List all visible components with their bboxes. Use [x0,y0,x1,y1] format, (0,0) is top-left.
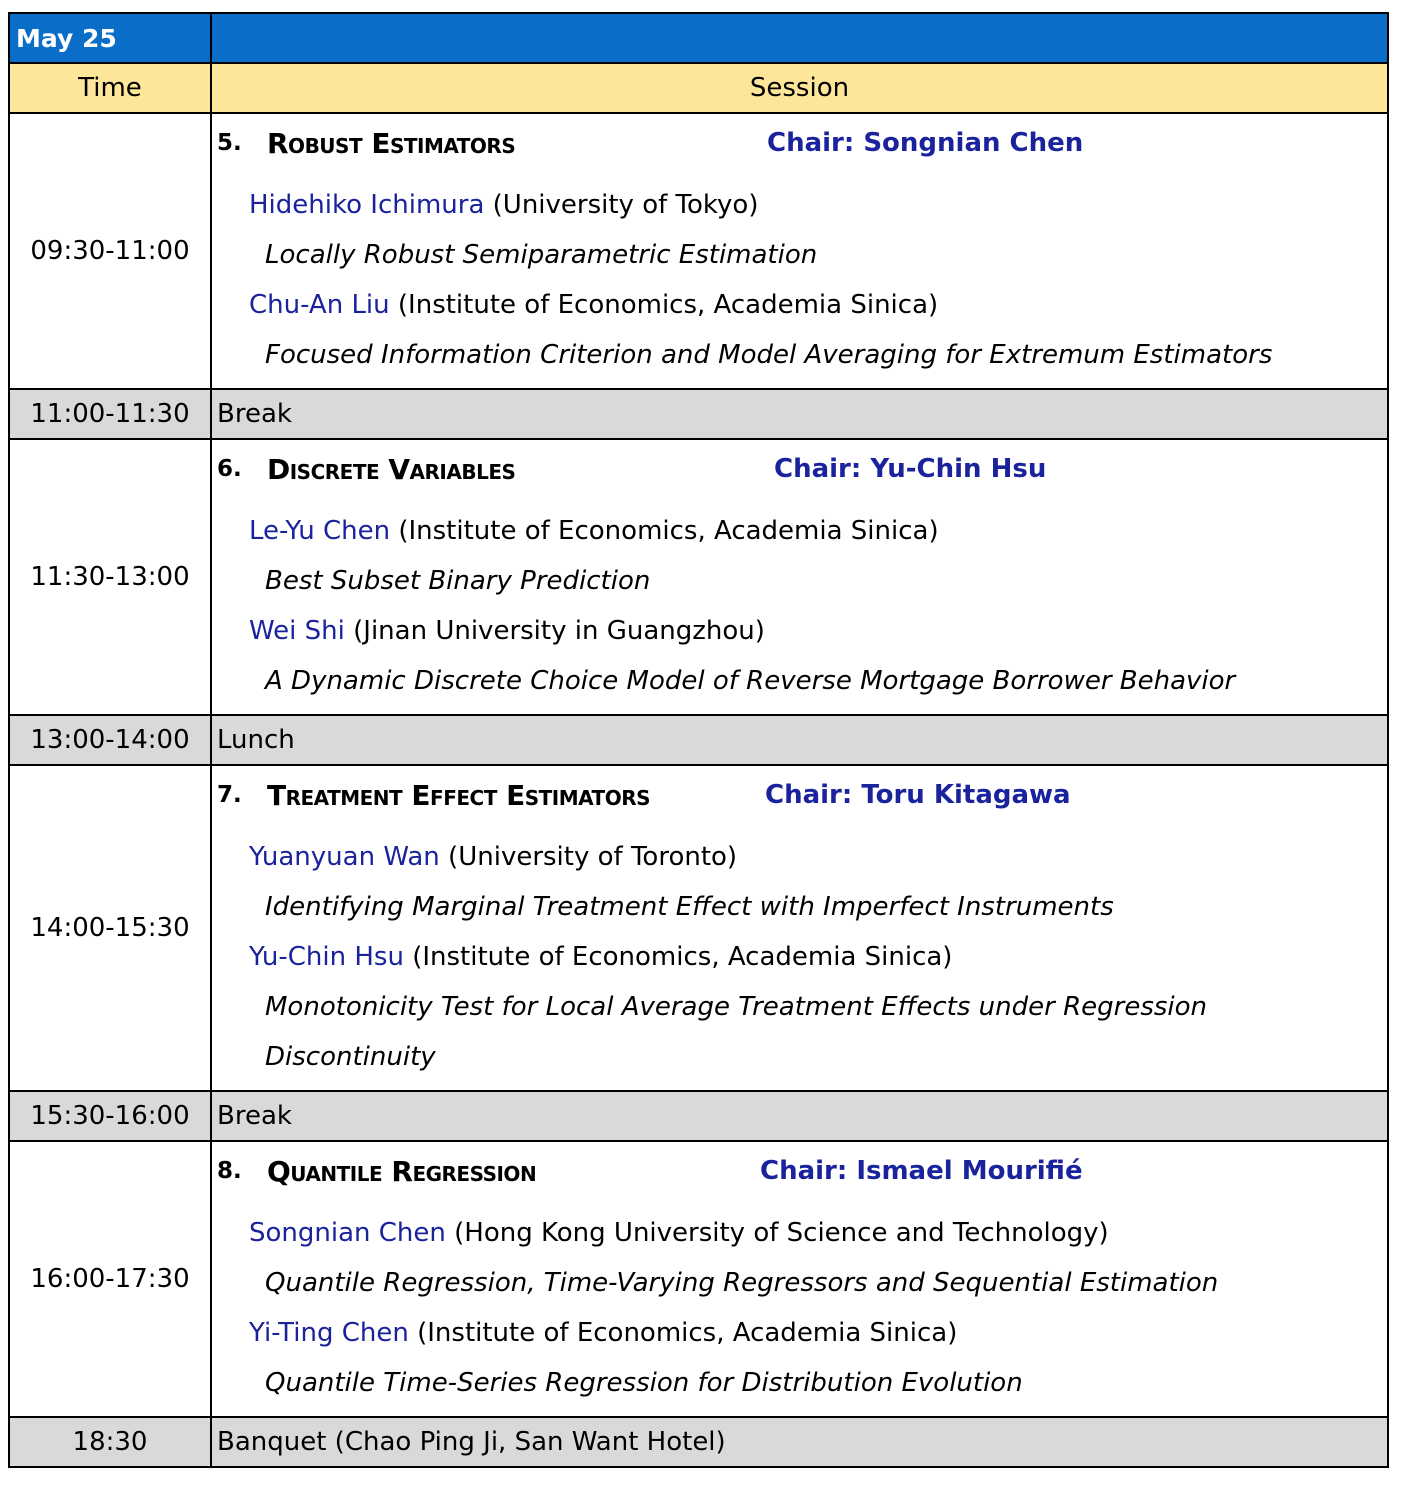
speaker-affiliation: (Institute of Economics, Academia Sinica) [389,290,939,320]
talk-speaker-line [217,1308,1387,1358]
time-cell: 11:00-11:30 [9,389,211,439]
talk-title: Identifying Marginal Treatment Effect with Imperfect Instruments [265,892,1114,922]
date-row [9,13,1388,63]
break-label: Break [211,1091,1388,1141]
break-row [9,389,1388,439]
talk-title-continued: Discontinuity [265,1042,436,1072]
session-title: Discrete Variables [267,452,516,486]
talk-speaker-line [217,1208,1387,1258]
session-row [9,1141,1388,1417]
time-cell: 11:30-13:00 [9,439,211,715]
speaker-name: Yu-Chin Hsu [249,942,404,972]
session-title: Quantile Regression [267,1154,537,1188]
lunch-row [9,715,1388,765]
speaker-affiliation: (University of Toronto) [439,842,738,872]
session-chair: Chair: Ismael Mourifié [760,1156,1083,1186]
session-chair: Chair: Songnian Chen [767,128,1084,158]
talk-speaker-line [217,832,1387,882]
session-number: 5. [217,130,242,156]
session-number: 8. [217,1158,242,1184]
time-cell: 09:30-11:00 [9,113,211,389]
talk-list [217,1208,1387,1408]
session-title: Robust Estimators [267,126,516,160]
talk-speaker-line [217,180,1387,230]
talk-title: A Dynamic Discrete Choice Model of Reverse Mortgage Borrower Behavior [265,666,1236,696]
session-cell [211,1141,1388,1417]
session-chair: Chair: Yu-Chin Hsu [774,454,1047,484]
session-number: 6. [217,456,242,482]
speaker-name: Yuanyuan Wan [249,842,440,872]
speaker-affiliation: (Institute of Economics, Academia Sinica) [403,942,953,972]
session-cell [211,765,1388,1091]
time-cell: 18:30 [9,1417,211,1467]
speaker-affiliation: (Hong Kong University of Science and Technology) [445,1218,1109,1248]
session-row [9,113,1388,389]
speaker-affiliation: (Jinan University in Guangzhou) [344,616,765,646]
speaker-name: Le-Yu Chen [249,516,391,546]
session-chair: Chair: Toru Kitagawa [765,780,1071,810]
time-cell: 14:00-15:30 [9,765,211,1091]
break-row [9,1091,1388,1141]
time-cell: 15:30-16:00 [9,1091,211,1141]
speaker-name: Chu-An Liu [249,290,390,320]
session-header [217,448,1387,490]
talk-title: Quantile Regression, Time-Varying Regressors and Sequential Estimation [265,1268,1219,1298]
session-row [9,765,1388,1091]
talk-list [217,832,1387,1082]
lunch-label: Lunch [211,715,1388,765]
time-cell: 16:00-17:30 [9,1141,211,1417]
header-row [9,63,1388,113]
talk-speaker-line [217,606,1387,656]
talk-list [217,506,1387,706]
talk-speaker-line [217,280,1387,330]
session-cell [211,439,1388,715]
speaker-name: Yi-Ting Chen [249,1318,409,1348]
session-header [217,1150,1387,1192]
time-column-header: Time [9,63,211,113]
date-row-filler [211,13,1388,63]
session-title: Treatment Effect Estimators [267,778,650,812]
speaker-name: Songnian Chen [249,1218,446,1248]
talk-speaker-line [217,932,1387,982]
talk-speaker-line [217,506,1387,556]
talk-title: Best Subset Binary Prediction [265,566,651,596]
session-header [217,122,1387,164]
speaker-affiliation: (Institute of Economics, Academia Sinica) [390,516,939,546]
session-row [9,439,1388,715]
talk-title: Locally Robust Semiparametric Estimation [265,240,818,270]
banquet-label: Banquet (Chao Ping Ji, San Want Hotel) [211,1417,1388,1467]
talk-title: Quantile Time-Series Regression for Distribution Evolution [265,1368,1023,1398]
time-cell: 13:00-14:00 [9,715,211,765]
speaker-name: Wei Shi [249,616,345,646]
speaker-affiliation: (University of Tokyo) [484,190,759,220]
talk-list [217,180,1387,380]
session-number: 7. [217,782,242,808]
session-column-header: Session [211,63,1388,113]
session-cell [211,113,1388,389]
schedule-table [8,12,1389,1468]
talk-title: Monotonicity Test for Local Average Treatment Effects under Regression [265,992,1208,1022]
date-label: May 25 [9,13,211,63]
talk-title: Focused Information Criterion and Model Averaging for Extremum Estimators [265,340,1273,370]
banquet-row [9,1417,1388,1467]
speaker-affiliation: (Institute of Economics, Academia Sinica) [408,1318,958,1348]
speaker-name: Hidehiko Ichimura [249,190,485,220]
break-label: Break [211,389,1388,439]
session-header [217,774,1387,816]
